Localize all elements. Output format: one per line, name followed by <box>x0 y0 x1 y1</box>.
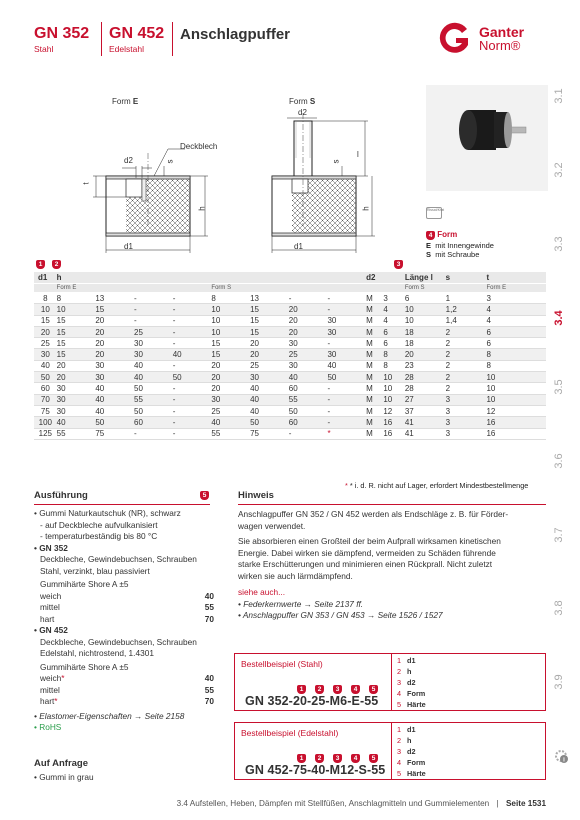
badge-1: 1 <box>36 260 45 269</box>
table-cell: 50 <box>246 417 285 428</box>
table-row <box>34 315 546 326</box>
hinweis-body: Anschlagpuffer GN 352 / GN 452 werden als Endschläge z. B. für Förder- wagen verwendet. Sie absorbieren einen Großteil der beim Aufprall wirksamen kinetischen Energie. Dabei wirken sie dämpfend, vermeiden zu Schäden führende starke Erschütterungen und minimieren einen Rückprall. Nicht zuletzt wirken sie auch lärmdämpfend. siehe auch... • Federkernwerte → Seite 2137 ff. • Anschlagpuffer GN 353 / GN 453 → Seite 1526 / 1527 <box>238 509 546 622</box>
table-cell: 25 <box>34 338 53 349</box>
table-cell: - <box>323 394 362 405</box>
table-row <box>34 349 546 360</box>
table-cell: 30 <box>207 394 246 405</box>
table-cell: 28 <box>401 372 442 383</box>
table-cell: 10 <box>207 315 246 326</box>
table-cell: - <box>169 315 208 326</box>
table-cell: 20 <box>285 326 324 337</box>
table-cell: 23 <box>401 360 442 371</box>
table-cell: 6 <box>482 338 546 349</box>
table-cell: 4 <box>379 304 400 315</box>
dim-l-s: l <box>357 150 359 159</box>
table-cell: - <box>285 293 324 304</box>
table-cell: 40 <box>91 383 130 394</box>
table-cell: - <box>323 304 362 315</box>
table-cell: 50 <box>323 372 362 383</box>
table-cell: 50 <box>130 405 169 416</box>
table-cell: 15 <box>34 315 53 326</box>
subhead-form-s: Form S <box>207 284 362 293</box>
footer-chapter: 3.4 Aufstellen, Heben, Dämpfen mit Stellfüßen, Anschlagmitteln und Gummielementen <box>176 799 490 808</box>
table-cell: 55 <box>130 394 169 405</box>
table-cell: 40 <box>53 417 92 428</box>
table-cell: 10 <box>379 383 400 394</box>
sidebar-item-3-7[interactable]: 3.7 <box>553 527 565 543</box>
table-cell: 12 <box>379 405 400 416</box>
table-cell: 70 <box>34 394 53 405</box>
table-cell: - <box>130 293 169 304</box>
table-cell: 30 <box>285 338 324 349</box>
table-cell: - <box>323 293 362 304</box>
table-cell: 20 <box>91 326 130 337</box>
subhead-form-e2: Form E <box>482 284 546 293</box>
table-cell: 40 <box>130 360 169 371</box>
table-cell: M <box>362 428 379 439</box>
order-title: Bestellbeispiel (Edelstahl) <box>241 728 339 738</box>
table-cell: - <box>130 304 169 315</box>
table-cell: 75 <box>246 428 285 439</box>
dim-d1-e: d1 <box>124 242 133 251</box>
table-cell: - <box>169 304 208 315</box>
table-cell: - <box>169 293 208 304</box>
table-cell: 20 <box>246 349 285 360</box>
table-cell: 30 <box>53 394 92 405</box>
table-cell: M <box>362 315 379 326</box>
table-cell: - <box>169 417 208 428</box>
table-cell: M <box>362 417 379 428</box>
table-cell: 15 <box>53 338 92 349</box>
table-cell: 20 <box>207 383 246 394</box>
table-cell: - <box>169 428 208 439</box>
table-cell: 16 <box>482 428 546 439</box>
table-cell: 2 <box>442 338 483 349</box>
col-s: s <box>442 272 483 284</box>
table-cell: - <box>169 360 208 371</box>
table-cell: - <box>169 338 208 349</box>
table-cell: 6 <box>379 338 400 349</box>
table-cell: 30 <box>130 338 169 349</box>
table-cell: 8 <box>379 360 400 371</box>
table-cell: 15 <box>53 315 92 326</box>
table-cell: 30 <box>130 349 169 360</box>
link-federkern[interactable]: • Federkernwerte → Seite 2137 ff. <box>238 598 364 609</box>
table-cell: 30 <box>34 349 53 360</box>
table-cell: 15 <box>53 326 92 337</box>
table-cell: 40 <box>130 372 169 383</box>
table-cell: * <box>323 428 362 439</box>
page-footer: 3.4 Aufstellen, Heben, Dämpfen mit Stellfüßen, Anschlagmitteln und Gummielementen | Seite 1531 <box>176 799 546 808</box>
table-cell: 40 <box>246 394 285 405</box>
table-cell: 18 <box>401 338 442 349</box>
material-stahl: Stahl <box>34 44 54 54</box>
order-badges: 1 2 3 4 5 <box>297 685 397 694</box>
order-title: Bestellbeispiel (Stahl) <box>241 659 323 669</box>
subhead-form-s2: Form S <box>401 284 442 293</box>
table-cell: 100 <box>34 417 53 428</box>
table-cell: 2 <box>442 383 483 394</box>
table-cell: 60 <box>285 383 324 394</box>
form-legend-e: E mit Innengewinde <box>426 241 494 250</box>
table-footnote: * * i. d. R. nicht auf Lager, erfordert Mindestbestellmenge <box>345 481 529 490</box>
table-cell: 40 <box>285 372 324 383</box>
table-cell: 41 <box>401 417 442 428</box>
table-cell: 8 <box>379 349 400 360</box>
logo-norm: Norm® <box>479 38 521 53</box>
dim-s-s: s <box>331 159 341 164</box>
col-h: h <box>53 272 363 284</box>
table-cell: - <box>169 326 208 337</box>
rubber-buffer-image <box>426 85 548 191</box>
product-photo <box>426 85 548 191</box>
table-cell: 20 <box>91 315 130 326</box>
table-cell: 40 <box>91 394 130 405</box>
table-cell: 55 <box>207 428 246 439</box>
table-cell: 1 <box>442 293 483 304</box>
table-cell: 30 <box>53 405 92 416</box>
table-cell: 25 <box>246 360 285 371</box>
table-cell: 75 <box>34 405 53 416</box>
badge-4: 4 <box>426 231 435 240</box>
table-cell: 125 <box>34 428 53 439</box>
table-cell: 4 <box>482 304 546 315</box>
table-cell: 8 <box>482 360 546 371</box>
table-cell: 15 <box>246 315 285 326</box>
table-cell: 15 <box>207 338 246 349</box>
table-cell: 4 <box>379 315 400 326</box>
table-cell: 30 <box>323 326 362 337</box>
table-cell: 30 <box>285 360 324 371</box>
anfrage-title: Auf Anfrage <box>34 758 89 769</box>
table-cell: 20 <box>207 372 246 383</box>
table-cell: 20 <box>91 338 130 349</box>
table-cell: 12 <box>482 405 546 416</box>
header-divider <box>101 22 102 56</box>
sidebar-item-3-5[interactable]: 3.5 <box>553 379 565 395</box>
table-cell: 50 <box>169 372 208 383</box>
table-cell: 16 <box>379 428 400 439</box>
table-cell: - <box>323 383 362 394</box>
table-cell: 15 <box>91 304 130 315</box>
table-cell: 28 <box>401 383 442 394</box>
table-cell: M <box>362 338 379 349</box>
table-cell: 6 <box>482 326 546 337</box>
sidebar-item-3-3[interactable]: 3.3 <box>553 236 565 252</box>
table-row <box>34 417 546 428</box>
anfrage-line: • Gummi in grau <box>34 772 94 782</box>
table-cell: 25 <box>207 405 246 416</box>
header-divider <box>172 22 173 56</box>
order-badges: 1 2 3 4 5 <box>297 754 397 763</box>
table-cell: 40 <box>323 360 362 371</box>
sidebar-item-3-1[interactable]: 3.1 <box>553 88 565 104</box>
table-cell: 10 <box>482 394 546 405</box>
page-title: Anschlagpuffer <box>180 26 291 43</box>
page-number: Seite 1531 <box>505 799 546 808</box>
table-row <box>34 293 546 304</box>
table-cell: 10 <box>379 372 400 383</box>
col-laenge: Länge l <box>401 272 442 284</box>
table-cell: 20 <box>34 326 53 337</box>
table-cell: - <box>323 417 362 428</box>
table-cell: 60 <box>130 417 169 428</box>
table-cell: 40 <box>91 405 130 416</box>
link-anschlagpuffer[interactable]: • Anschlagpuffer GN 353 / GN 453 → Seite 1526 / 1527 <box>238 610 443 620</box>
ausfuehrung-title: Ausführung <box>34 490 88 501</box>
table-row <box>34 372 546 383</box>
table-cell: 40 <box>34 360 53 371</box>
table-cell: 41 <box>401 428 442 439</box>
table-row <box>34 326 546 337</box>
table-cell: 30 <box>323 315 362 326</box>
table-cell: - <box>323 405 362 416</box>
table-cell: 40 <box>169 349 208 360</box>
sidebar-item-3-6[interactable]: 3.6 <box>553 453 565 469</box>
table-cell: 15 <box>246 326 285 337</box>
table-cell: 13 <box>91 293 130 304</box>
table-cell: 25 <box>130 326 169 337</box>
table-cell: 3 <box>379 293 400 304</box>
table-cell: 10 <box>401 315 442 326</box>
table-cell: 6 <box>401 293 442 304</box>
order-example-stahl: Bestellbeispiel (Stahl) 1 2 3 4 5 GN 352-20-25-M6-E-55 1 d1 2 h 3 d2 4 Form 5 Härte <box>234 653 546 711</box>
logo-ganter: Ganter <box>479 24 525 40</box>
table-cell: 8 <box>53 293 92 304</box>
table-cell: 30 <box>91 372 130 383</box>
col-d2: d2 <box>362 272 401 284</box>
table-cell: 15 <box>246 304 285 315</box>
ganter-logo <box>437 22 547 56</box>
dim-d2-s: d2 <box>298 108 307 117</box>
product-code-gn452: GN 452 <box>109 25 165 42</box>
table-cell: 3 <box>442 405 483 416</box>
table-cell: M <box>362 383 379 394</box>
table-header-row <box>34 272 546 284</box>
badge-2: 2 <box>52 260 61 269</box>
table-cell: 2 <box>442 372 483 383</box>
table-cell: 55 <box>285 394 324 405</box>
table-row <box>34 428 546 439</box>
table-cell: M <box>362 349 379 360</box>
table-cell: 8 <box>34 293 53 304</box>
table-cell: 50 <box>130 383 169 394</box>
table-cell: 1,2 <box>442 304 483 315</box>
table-cell: 16 <box>379 417 400 428</box>
table-cell: - <box>169 383 208 394</box>
table-cell: 18 <box>401 326 442 337</box>
table-cell: 20 <box>246 338 285 349</box>
table-cell: 20 <box>91 349 130 360</box>
table-row <box>34 360 546 371</box>
table-cell: 27 <box>401 394 442 405</box>
table-cell: M <box>362 304 379 315</box>
svg-text:i: i <box>563 757 565 764</box>
form-s-label: Form S <box>289 97 316 106</box>
table-cell: - <box>285 428 324 439</box>
table-cell: 10 <box>53 304 92 315</box>
table-cell: 25 <box>285 349 324 360</box>
table-cell: 50 <box>34 372 53 383</box>
table-cell: 50 <box>285 405 324 416</box>
table-cell: 10 <box>207 326 246 337</box>
link-elastomer[interactable]: • Elastomer-Eigenschaften → Seite 2158 <box>34 710 185 721</box>
table-cell: 10 <box>482 383 546 394</box>
table-cell: M <box>362 360 379 371</box>
table-cell: M <box>362 405 379 416</box>
table-cell: 3 <box>442 394 483 405</box>
form-e-label: Form E <box>112 97 139 106</box>
table-cell: 20 <box>53 360 92 371</box>
subhead-form-e: Form E <box>53 284 208 293</box>
table-cell: 15 <box>53 349 92 360</box>
order-example-edelstahl: Bestellbeispiel (Edelstahl) 1 2 3 4 5 GN 452-75-40-M12-S-55 1 d1 2 h 3 d2 4 Form 5 Härte <box>234 722 546 780</box>
table-cell: M <box>362 394 379 405</box>
table-cell: 2 <box>442 326 483 337</box>
table-row <box>34 338 546 349</box>
table-cell: 20 <box>207 360 246 371</box>
table-row <box>34 304 546 315</box>
form-legend-title: 4 Form <box>426 230 457 240</box>
sidebar-item-3-4[interactable]: 3.4 <box>553 310 565 326</box>
table-cell: - <box>323 338 362 349</box>
table-cell: 20 <box>401 349 442 360</box>
material-edelstahl: Edelstahl <box>109 44 144 54</box>
table-row <box>34 383 546 394</box>
table-cell: 40 <box>207 417 246 428</box>
badge-5: 5 <box>200 491 209 500</box>
table-cell: M <box>362 326 379 337</box>
stamp-icon: Rissat/Krat <box>426 207 442 219</box>
dimension-table <box>34 271 546 440</box>
table-cell: - <box>169 394 208 405</box>
table-cell: 2 <box>442 349 483 360</box>
col-t: t <box>482 272 546 284</box>
logo-g-icon <box>437 22 473 56</box>
table-cell: 30 <box>246 372 285 383</box>
table-cell: 3 <box>442 417 483 428</box>
dim-t-e: t <box>81 182 91 185</box>
dim-d2-e: d2 <box>124 156 133 165</box>
form-legend-s: S mit Schraube <box>426 250 480 259</box>
table-cell: 13 <box>246 293 285 304</box>
table-cell: 10 <box>379 394 400 405</box>
table-cell: 30 <box>53 383 92 394</box>
table-cell: 8 <box>482 349 546 360</box>
table-cell: 15 <box>207 349 246 360</box>
table-cell: 2 <box>442 360 483 371</box>
table-cell: M <box>362 293 379 304</box>
table-cell: 10 <box>207 304 246 315</box>
table-cell: 6 <box>379 326 400 337</box>
table-cell: 20 <box>285 315 324 326</box>
col-d1: d1 <box>34 272 53 284</box>
sidebar-item-3-8[interactable]: 3.8 <box>553 600 565 616</box>
table-cell: - <box>130 315 169 326</box>
table-cell: 60 <box>285 417 324 428</box>
table-cell: 10 <box>482 372 546 383</box>
sidebar-item-3-9[interactable]: 3.9 <box>553 674 565 690</box>
table-cell: 8 <box>207 293 246 304</box>
order-code: GN 452-75-40-M12-S-55 <box>245 763 386 777</box>
settings-info-icon[interactable] <box>554 748 570 764</box>
dim-h-s: h <box>361 206 371 211</box>
table-cell: 10 <box>401 304 442 315</box>
table-cell: 37 <box>401 405 442 416</box>
table-cell: 55 <box>53 428 92 439</box>
table-cell: 40 <box>246 405 285 416</box>
section-rule <box>238 504 546 505</box>
table-cell: 16 <box>482 417 546 428</box>
table-row <box>34 394 546 405</box>
table-cell: 30 <box>91 360 130 371</box>
table-cell: 20 <box>285 304 324 315</box>
table-cell: 3 <box>482 293 546 304</box>
table-body <box>34 293 546 440</box>
table-cell: 20 <box>53 372 92 383</box>
dim-h-e: h <box>197 206 207 211</box>
ausfuehrung-body: • Gummi Naturkautschuk (NR), schwarz - auf Deckbleche aufvulkanisiert - temperaturbeständig bis 80 °C • GN 352 Deckbleche, Gewindebuchsen, Schrauben Stahl, verzinkt, blau passiviert Gummihärte Shore A ±5 weich 40 mittel 55 hart 70 • GN 452 Deckbleche, Gewindebuchsen, Schrauben Edelstahl, nichtrostend, 1.4301 Gummihärte Shore A ±5 weich* 40 mittel 55 hart* 70 • Elastomer-Eigenschaften → Seite 2158 • RoHS <box>34 508 214 732</box>
table-cell: 10 <box>34 304 53 315</box>
order-code: GN 352-20-25-M6-E-55 <box>245 694 379 708</box>
table-row <box>34 405 546 416</box>
table-cell: - <box>130 428 169 439</box>
sidebar-item-3-2[interactable]: 3.2 <box>553 162 565 178</box>
table-cell: 50 <box>91 417 130 428</box>
table-cell: 4 <box>482 315 546 326</box>
rohs-label: • RoHS <box>34 722 62 732</box>
table-cell: 30 <box>323 349 362 360</box>
product-code-gn352: GN 352 <box>34 25 90 42</box>
table-cell: 75 <box>91 428 130 439</box>
table-cell: 1,4 <box>442 315 483 326</box>
deckblech-label: Deckblech <box>180 142 218 151</box>
hinweis-title: Hinweis <box>238 490 274 501</box>
table-cell: - <box>169 405 208 416</box>
dim-s-e: s <box>165 159 175 164</box>
table-subheader-row <box>34 284 546 293</box>
technical-drawing <box>60 108 430 266</box>
table-cell: M <box>362 372 379 383</box>
section-rule <box>34 504 210 505</box>
badge-3: 3 <box>394 260 403 269</box>
table-cell: 60 <box>34 383 53 394</box>
dim-d1-s: d1 <box>294 242 303 251</box>
table-cell: 40 <box>246 383 285 394</box>
table-cell: 3 <box>442 428 483 439</box>
